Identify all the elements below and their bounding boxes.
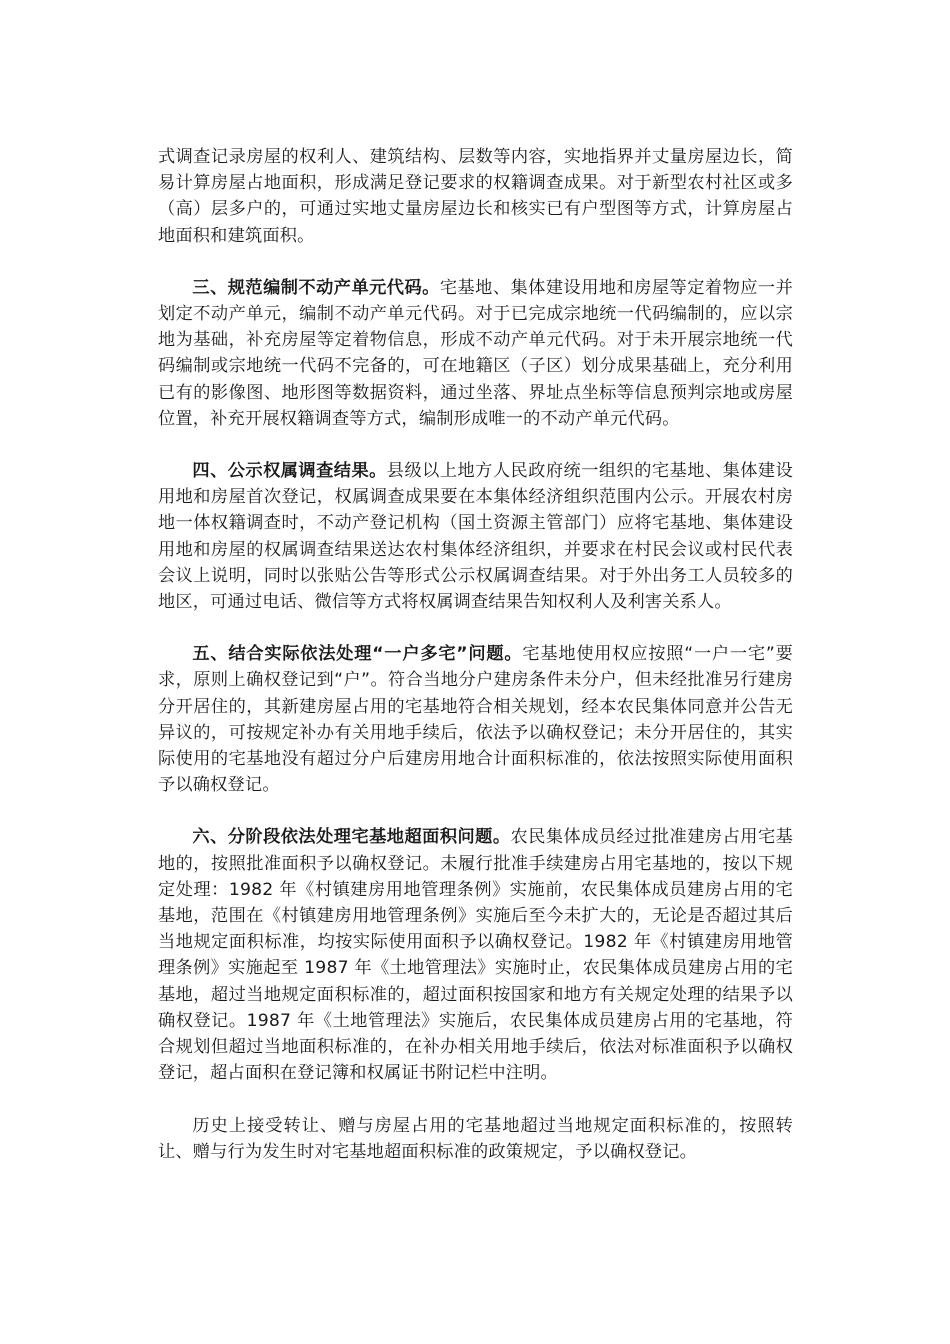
paragraph-section-3 [158,275,793,432]
section-heading: 三、规范编制不动产单元代码。 [192,277,440,298]
paragraph-body: 宅基地使用权应按照“一户一宅”要求，原则上确权登记到“户”。符合当地分户建房条件未分户，但未经批准另行建房分开居住的，其新建房屋占用的宅基地符合相关规划，经本农民集体同意并公告无异议的，可按规定补办有关用地手续后，依法予以确权登记；未分开居住的，其实际使用的宅基地没有超过分户后建房用地合计面积标准的，依法按照实际使用面积予以确权登记。 [158,644,793,796]
section-heading: 六、分阶段依法处理宅基地超面积问题。 [192,827,511,848]
paragraph-section-6-history [158,1113,793,1165]
paragraph-body: 式调查记录房屋的权利人、建筑结构、层数等内容，实地指界并丈量房屋边长，简易计算房屋占地面积，形成满足登记要求的权籍调查成果。对于新型农村社区或多（高）层多户的，可通过实地丈量房屋边长和核实已有户型图等方式，计算房屋占地面积和建筑面积。 [158,147,793,246]
paragraph-body: 农民集体成员经过批准建房占用宅基地的，按照批准面积予以确权登记。未履行批准手续建房占用宅基地的，按以下规定处理：1982 年《村镇建房用地管理条例》实施前，农民集体成员建房占用的宅基地，范围在《村镇建房用地管理条例》实施后至今未扩大的，无论是否超过其后当地规定面积标准，均按实际使用面积予以确权登记。1982 年《村镇建房用地管理条例》实施起至 1987 年《土地管理法》实施时止，农民集体成员建房占用的宅基地，超过当地规定面积标准的，超过面积按国家和地方有关规定处理的结果予以确权登记。1987 年《土地管理法》实施后，农民集体成员建房占用的宅基地，符合规划但超过当地面积标准的，在补办相关用地手续后，依法对标准面积予以确权登记，超占面积在登记簿和权属证书附记栏中注明。 [158,827,793,1084]
paragraph-body: 县级以上地方人民政府统一组织的宅基地、集体建设用地和房屋首次登记，权属调查成果要在本集体经济组织范围内公示。开展农村房地一体权籍调查时，不动产登记机构（国土资源主管部门）应将宅基地、集体建设用地和房屋的权属调查结果送达农村集体经济组织，并要求在村民会议或村民代表会议上说明，同时以张贴公告等形式公示权属调查结果。对于外出务工人员较多的地区，可通过电话、微信等方式将权属调查结果告知权利人及利害关系人。 [158,461,793,613]
document-page [158,144,793,1191]
section-heading: 五、结合实际依法处理“一户多宅”问题。 [192,644,523,665]
paragraph-body: 宅基地、集体建设用地和房屋等定着物应一并划定不动产单元，编制不动产单元代码。对于已完成宗地统一代码编制的，应以宗地为基础，补充房屋等定着物信息，形成不动产单元代码。对于未开展宗地统一代码编制或宗地统一代码不完备的，可在地籍区（子区）划分成果基础上，充分利用已有的影像图、地形图等数据资料，通过坐落、界址点坐标等信息预判宗地或房屋位置，补充开展权籍调查等方式，编制形成唯一的不动产单元代码。 [158,277,793,429]
paragraph-section-6 [158,824,793,1086]
paragraph-section-4 [158,458,793,615]
paragraph-section-5 [158,641,793,798]
paragraph-continuation [158,144,793,249]
section-heading: 四、公示权属调查结果。 [192,461,387,482]
paragraph-body: 历史上接受转让、赠与房屋占用的宅基地超过当地规定面积标准的，按照转让、赠与行为发生时对宅基地超面积标准的政策规定，予以确权登记。 [158,1115,793,1162]
